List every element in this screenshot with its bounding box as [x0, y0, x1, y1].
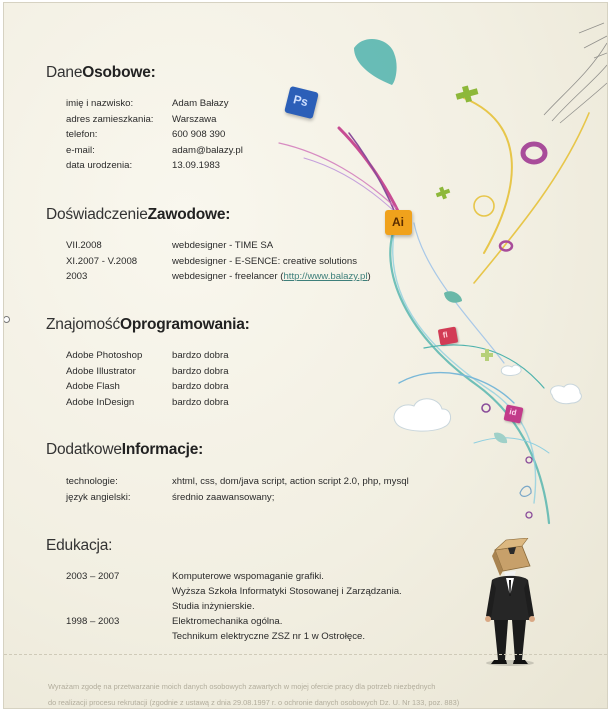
- sketch-lines-decoration: [544, 23, 607, 123]
- cv-page: DaneOsobowe: imię i nazwisko: Adam Bałazy adres zamieszkania: Warszawa telefon: 600 908 390 e-mail: adam@balazy.pl data urodzenia: 13.09.1983 DoświadczenieZawodowe: VII.2008 webdesigner - TIME SA XI.2007 - V.2008 webdesigner - E-SENCE: creative solutions 2003 webdesigner - freelancer (http://www.balazy.pl) ZnajomośćOprogramowania: Adobe Photoshop bardzo dobra Adobe Illustrator bardzo dobra Adobe Flash bardzo dobra Adobe InDesign bardzo dobra DodatkoweInformacje: technologie: xhtml, css, dom/java script, action script 2.0, php, mysql język angielski: średnio zaawansowany; Edukacja: 2003 – 2007 Komputerowe wspomaganie grafiki. Wyższa Szkoła Informatyki Stosowanej i Zarządzania. Studia inżynierskie. 1998 – 2003 Elektromechanika ogólna. Technikum elektryczne ZSZ nr 1 w Ostrołęce. Ps Ai fl id Wyrażam zgodę na przetwarzanie moich danych osobowych zawartych w mojej ofercie pracy dla potrzeb niezbędnych do realizacji procesu rekrutacji (zgodnie z ustawą z dnia 29.08.1997 r. o ochronie danych osobowych Dz. U. Nr 133, poz. 883): [3, 2, 608, 709]
- illustrator-icon: Ai: [385, 210, 412, 235]
- indesign-icon: id: [504, 404, 524, 423]
- plus-shapes-decoration: [434, 83, 493, 361]
- section-title-additional: DodatkoweInformacje:: [46, 441, 204, 458]
- section-title-personal: DaneOsobowe:: [46, 64, 156, 81]
- teal-drop-decoration: [354, 39, 397, 85]
- teal-leaf-decoration-2: [494, 433, 507, 444]
- flash-icon: fl: [438, 327, 459, 346]
- clouds-decoration: [394, 365, 581, 431]
- website-link[interactable]: http://www.balazy.pl: [283, 271, 368, 282]
- section-title-education: Edukacja:: [46, 537, 113, 554]
- photoshop-icon: Ps: [284, 86, 319, 119]
- boxhead-man-illustration: [470, 538, 550, 668]
- section-title-experience: DoświadczenieZawodowe:: [46, 206, 231, 223]
- footer: [4, 654, 607, 707]
- consent-line-1: Wyrażam zgodę na przetwarzanie moich danych osobowych zawartych w mojej ofercie pracy dla potrzeb niezbędnych: [48, 682, 436, 691]
- consent-line-2: do realizacji procesu rekrutacji (zgodnie z ustawą z dnia 29.08.1997 r. o ochronie danych osobowych Dz. U. Nr 133, poz. 883): [48, 698, 460, 707]
- section-title-software: ZnajomośćOprogramowania:: [46, 316, 250, 333]
- teal-leaf-decoration: [444, 291, 462, 302]
